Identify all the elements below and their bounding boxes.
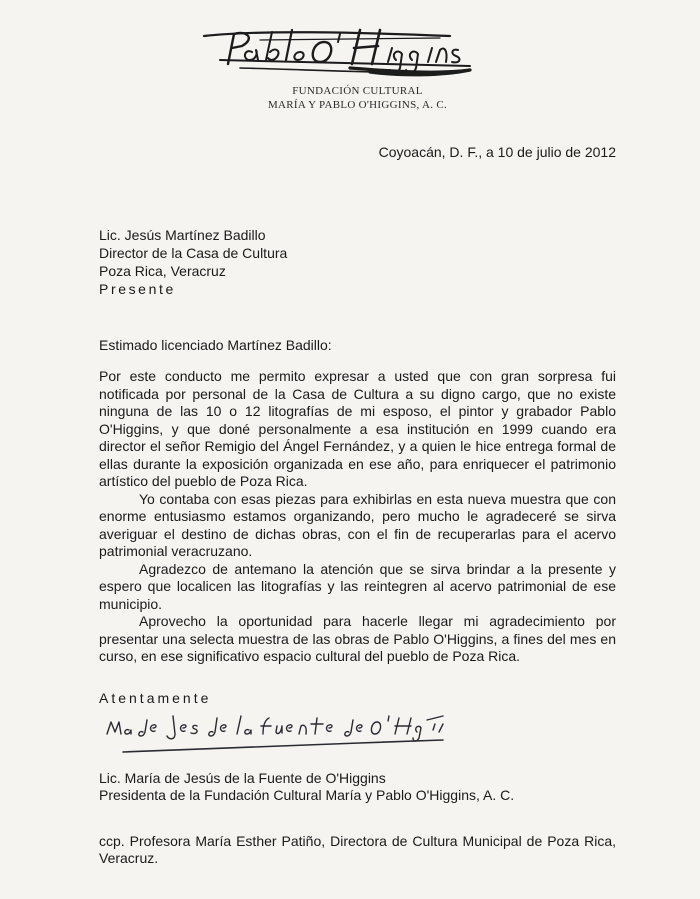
- body-paragraph: Por este conducto me permito expresar a usted que con gran sorpresa fui notificada por personal de la Casa de Cultura a su digno cargo, que no existe ninguna de las 10 o 12 litografías de mi esposo, el pintor y grabador Pablo O'Higgins, y que doné personalmente a esa institución en 1999 cuando era director el señor Remigio del Ángel Fernández, y a quien le hice entrega formal de ellas durante la exposición organizada en ese año, para enriquecer el patrimonio artístico del pueblo de Poza Rica.: [99, 368, 616, 489]
- signer-name: Lic. María de Jesús de la Fuente de O'Higgins: [99, 770, 386, 786]
- body-paragraph: Aprovecho la oportunidad para hacerle llegar mi agradecimiento por presentar una selecta muestra de las obras de Pablo O'Higgins, a fines del mes en curso, en ese significativo espacio cultural del pueblo de Poza Rica.: [99, 613, 616, 664]
- logo-signature-graphic: [200, 22, 475, 77]
- recipient-presente: Presente: [99, 281, 176, 297]
- recipient-name: Lic. Jesús Martínez Badillo: [99, 227, 266, 243]
- handwritten-signature: [103, 706, 448, 761]
- letter-body: [99, 368, 616, 666]
- foundation-name-line2: MARÍA Y PABLO O'HIGGINS, A. C.: [267, 99, 448, 111]
- body-paragraph: Agradezco de antemano la atención que se sirva brindar a la presente y espero que localicen las litografías y las reintegren al acervo patrimonial de ese municipio.: [99, 560, 616, 612]
- pablo-ohiggins-signature-logo: [200, 22, 475, 77]
- recipient-position: Director de la Casa de Cultura: [99, 245, 288, 261]
- body-paragraph: Yo contaba con esas piezas para exhibirlas en esta nueva muestra que con enorme entusiasmo estamos organizando, pero mucho le agradeceré se sirva averiguar el destino de dichas obras, con el fin de recuperarlas para el acervo patrimonial veracruzano.: [99, 490, 616, 559]
- salutation: Estimado licenciado Martínez Badillo:: [99, 337, 332, 353]
- carbon-copy-note: ccp. Profesora María Esther Patiño, Directora de Cultura Municipal de Poza Rica, Veracruz.: [99, 833, 616, 866]
- recipient-location: Poza Rica, Veracruz: [99, 263, 226, 279]
- signature-graphic: [103, 706, 448, 761]
- dateline: Coyoacán, D. F., a 10 de julio de 2012: [378, 144, 616, 160]
- signer-block: [99, 770, 514, 804]
- closing: Atentamente: [99, 690, 212, 706]
- recipient-block: [99, 226, 287, 298]
- foundation-name-line1: FUNDACIÓN CULTURAL: [292, 85, 423, 97]
- signer-title: Presidenta de la Fundación Cultural María y Pablo O'Higgins, A. C.: [99, 787, 515, 803]
